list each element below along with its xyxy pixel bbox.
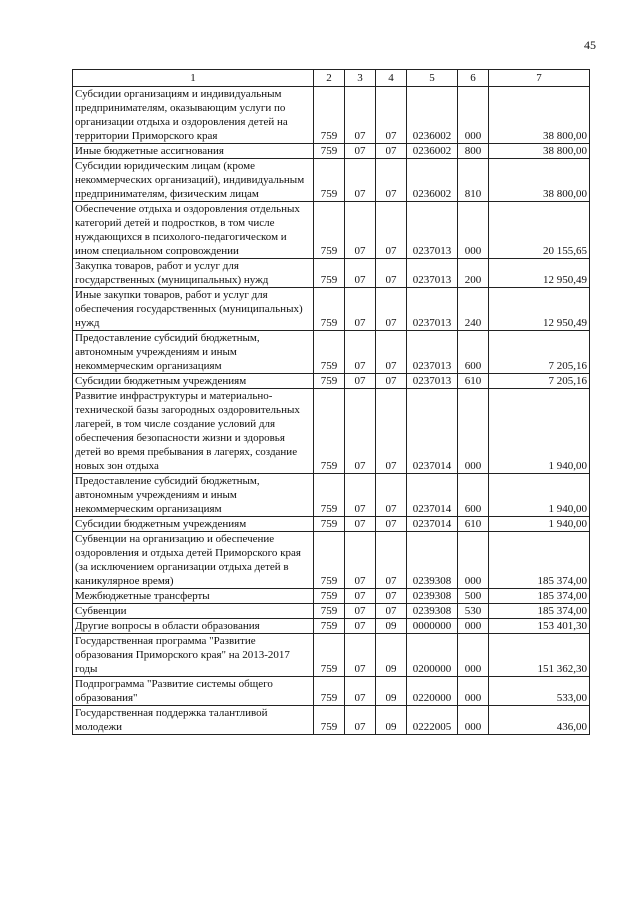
row-name-cell: Закупка товаров, работ и услуг для государственных (муниципальных) нужд (73, 259, 314, 288)
budget-table (72, 69, 590, 735)
row-name-cell: Субсидии бюджетным учреждениям (73, 374, 314, 389)
row-pr-cell: 07 (376, 532, 407, 589)
table-row (73, 706, 590, 735)
row-vr-cell: 200 (458, 259, 489, 288)
table-row (73, 389, 590, 474)
row-pr-cell: 07 (376, 604, 407, 619)
table-row (73, 374, 590, 389)
row-ved-cell: 759 (314, 604, 345, 619)
row-csr-cell: 0237014 (407, 389, 458, 474)
row-rz-cell: 07 (345, 634, 376, 677)
table-row (73, 517, 590, 532)
column-header-vr: 6 (458, 70, 489, 87)
table-row (73, 532, 590, 589)
table-row (73, 259, 590, 288)
row-pr-cell: 07 (376, 288, 407, 331)
row-pr-cell: 09 (376, 619, 407, 634)
row-vr-cell: 000 (458, 677, 489, 706)
row-pr-cell: 07 (376, 517, 407, 532)
row-vr-cell: 000 (458, 619, 489, 634)
row-csr-cell: 0237013 (407, 288, 458, 331)
row-sum-cell: 185 374,00 (489, 532, 590, 589)
row-rz-cell: 07 (345, 331, 376, 374)
row-sum-cell: 38 800,00 (489, 159, 590, 202)
row-csr-cell: 0000000 (407, 619, 458, 634)
table-row (73, 87, 590, 144)
row-vr-cell: 000 (458, 389, 489, 474)
row-vr-cell: 810 (458, 159, 489, 202)
table-row (73, 589, 590, 604)
row-ved-cell: 759 (314, 374, 345, 389)
row-rz-cell: 07 (345, 619, 376, 634)
row-ved-cell: 759 (314, 706, 345, 735)
row-name-cell: Субсидии юридическим лицам (кроме некоммерческих организаций), индивидуальным предпринимателям, физическим лицам (73, 159, 314, 202)
row-csr-cell: 0236002 (407, 87, 458, 144)
row-csr-cell: 0239308 (407, 532, 458, 589)
row-sum-cell: 38 800,00 (489, 87, 590, 144)
row-rz-cell: 07 (345, 517, 376, 532)
row-name-cell: Развитие инфраструктуры и материально-технической базы загородных оздоровительных лагерей, в том числе создание условий для обеспечения безопасности жизни и здоровья детей во время пребывания в лагерях, создание новых зон отдыха (73, 389, 314, 474)
row-pr-cell: 07 (376, 474, 407, 517)
row-csr-cell: 0237014 (407, 517, 458, 532)
row-rz-cell: 07 (345, 87, 376, 144)
row-sum-cell: 7 205,16 (489, 331, 590, 374)
row-name-cell: Субсидии бюджетным учреждениям (73, 517, 314, 532)
table-row (73, 288, 590, 331)
row-sum-cell: 1 940,00 (489, 389, 590, 474)
row-ved-cell: 759 (314, 159, 345, 202)
row-vr-cell: 000 (458, 87, 489, 144)
row-pr-cell: 07 (376, 331, 407, 374)
row-csr-cell: 0237014 (407, 474, 458, 517)
table-row (73, 159, 590, 202)
row-sum-cell: 20 155,65 (489, 202, 590, 259)
row-ved-cell: 759 (314, 202, 345, 259)
row-rz-cell: 07 (345, 706, 376, 735)
column-header-name: 1 (73, 70, 314, 87)
table-row (73, 331, 590, 374)
row-pr-cell: 07 (376, 374, 407, 389)
row-ved-cell: 759 (314, 532, 345, 589)
row-vr-cell: 610 (458, 374, 489, 389)
row-sum-cell: 185 374,00 (489, 589, 590, 604)
row-ved-cell: 759 (314, 259, 345, 288)
row-name-cell: Подпрограмма "Развитие системы общего образования" (73, 677, 314, 706)
row-pr-cell: 07 (376, 202, 407, 259)
row-ved-cell: 759 (314, 589, 345, 604)
row-ved-cell: 759 (314, 144, 345, 159)
row-vr-cell: 000 (458, 202, 489, 259)
row-vr-cell: 800 (458, 144, 489, 159)
column-header-pr: 4 (376, 70, 407, 87)
table-row (73, 634, 590, 677)
row-pr-cell: 09 (376, 634, 407, 677)
row-name-cell: Государственная поддержка талантливой молодежи (73, 706, 314, 735)
row-pr-cell: 07 (376, 259, 407, 288)
row-sum-cell: 12 950,49 (489, 288, 590, 331)
row-csr-cell: 0200000 (407, 634, 458, 677)
row-ved-cell: 759 (314, 677, 345, 706)
row-ved-cell: 759 (314, 619, 345, 634)
row-sum-cell: 153 401,30 (489, 619, 590, 634)
row-sum-cell: 38 800,00 (489, 144, 590, 159)
row-rz-cell: 07 (345, 677, 376, 706)
row-name-cell: Иные закупки товаров, работ и услуг для обеспечения государственных (муниципальных) нужд (73, 288, 314, 331)
row-name-cell: Субсидии организациям и индивидуальным предпринимателям, оказывающим услуги по организации отдыха и оздоровления детей на территории Приморского края (73, 87, 314, 144)
row-name-cell: Государственная программа "Развитие образования Приморского края" на 2013-2017 годы (73, 634, 314, 677)
row-csr-cell: 0237013 (407, 331, 458, 374)
row-vr-cell: 000 (458, 706, 489, 735)
table-row (73, 604, 590, 619)
row-pr-cell: 07 (376, 159, 407, 202)
row-sum-cell: 185 374,00 (489, 604, 590, 619)
row-csr-cell: 0220000 (407, 677, 458, 706)
row-name-cell: Иные бюджетные ассигнования (73, 144, 314, 159)
row-rz-cell: 07 (345, 532, 376, 589)
page-number: 45 (584, 38, 596, 52)
table-row (73, 202, 590, 259)
row-pr-cell: 09 (376, 706, 407, 735)
row-csr-cell: 0239308 (407, 604, 458, 619)
row-csr-cell: 0237013 (407, 259, 458, 288)
row-vr-cell: 600 (458, 331, 489, 374)
row-vr-cell: 610 (458, 517, 489, 532)
row-rz-cell: 07 (345, 259, 376, 288)
row-rz-cell: 07 (345, 202, 376, 259)
row-sum-cell: 151 362,30 (489, 634, 590, 677)
row-pr-cell: 07 (376, 589, 407, 604)
row-csr-cell: 0222005 (407, 706, 458, 735)
row-sum-cell: 12 950,49 (489, 259, 590, 288)
column-header-rz: 3 (345, 70, 376, 87)
row-sum-cell: 1 940,00 (489, 474, 590, 517)
row-ved-cell: 759 (314, 389, 345, 474)
row-name-cell: Предоставление субсидий бюджетным, автономным учреждениям и иным некоммерческим организациям (73, 331, 314, 374)
row-ved-cell: 759 (314, 87, 345, 144)
table-row (73, 677, 590, 706)
row-vr-cell: 500 (458, 589, 489, 604)
row-pr-cell: 09 (376, 677, 407, 706)
row-csr-cell: 0237013 (407, 374, 458, 389)
row-rz-cell: 07 (345, 144, 376, 159)
column-header-csr: 5 (407, 70, 458, 87)
row-vr-cell: 000 (458, 532, 489, 589)
row-csr-cell: 0236002 (407, 144, 458, 159)
row-name-cell: Субвенции (73, 604, 314, 619)
table-row (73, 144, 590, 159)
row-name-cell: Субвенции на организацию и обеспечение оздоровления и отдыха детей Приморского края (за исключением организации отдыха детей в каникулярное время) (73, 532, 314, 589)
row-rz-cell: 07 (345, 389, 376, 474)
row-sum-cell: 533,00 (489, 677, 590, 706)
row-name-cell: Предоставление субсидий бюджетным, автономным учреждениям и иным некоммерческим организациям (73, 474, 314, 517)
row-vr-cell: 240 (458, 288, 489, 331)
row-rz-cell: 07 (345, 288, 376, 331)
row-vr-cell: 000 (458, 634, 489, 677)
budget-table-body (73, 87, 590, 735)
table-row (73, 619, 590, 634)
row-ved-cell: 759 (314, 517, 345, 532)
row-ved-cell: 759 (314, 288, 345, 331)
row-ved-cell: 759 (314, 331, 345, 374)
column-header-ved: 2 (314, 70, 345, 87)
row-rz-cell: 07 (345, 159, 376, 202)
row-vr-cell: 530 (458, 604, 489, 619)
row-ved-cell: 759 (314, 474, 345, 517)
row-sum-cell: 7 205,16 (489, 374, 590, 389)
row-name-cell: Другие вопросы в области образования (73, 619, 314, 634)
row-pr-cell: 07 (376, 389, 407, 474)
table-row (73, 474, 590, 517)
row-vr-cell: 600 (458, 474, 489, 517)
row-csr-cell: 0237013 (407, 202, 458, 259)
row-sum-cell: 436,00 (489, 706, 590, 735)
row-name-cell: Обеспечение отдыха и оздоровления отдельных категорий детей и подростков, в том числе нуждающихся в психолого-педагогическом и ином специальном сопровождении (73, 202, 314, 259)
row-rz-cell: 07 (345, 589, 376, 604)
row-ved-cell: 759 (314, 634, 345, 677)
row-pr-cell: 07 (376, 144, 407, 159)
row-csr-cell: 0236002 (407, 159, 458, 202)
column-header-sum: 7 (489, 70, 590, 87)
table-header-row (73, 70, 590, 87)
row-pr-cell: 07 (376, 87, 407, 144)
row-sum-cell: 1 940,00 (489, 517, 590, 532)
row-name-cell: Межбюджетные трансферты (73, 589, 314, 604)
row-rz-cell: 07 (345, 474, 376, 517)
row-csr-cell: 0239308 (407, 589, 458, 604)
row-rz-cell: 07 (345, 604, 376, 619)
row-rz-cell: 07 (345, 374, 376, 389)
